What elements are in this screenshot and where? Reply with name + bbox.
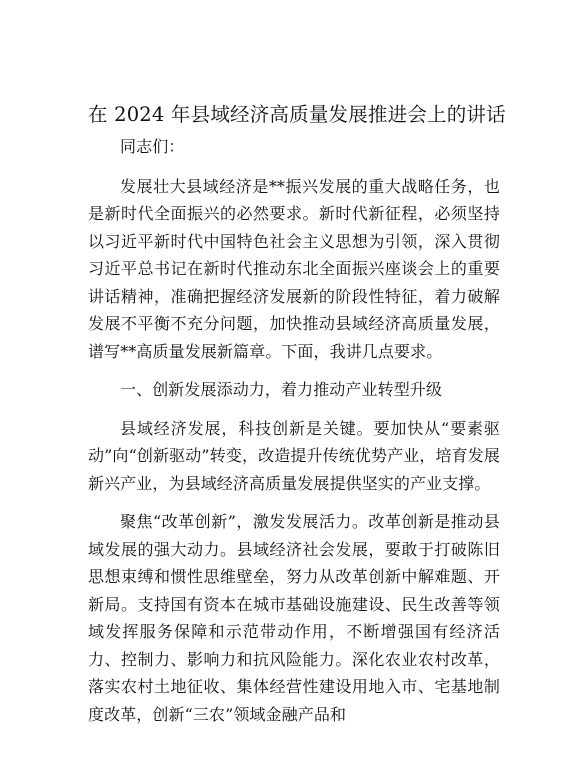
- document-body: [88, 133, 500, 728]
- paragraph-section-1: 县域经济发展，科技创新是关键。要加快从“要素驱动”向“创新驱动”转变，改造提升传统优势产业，培育发展新兴产业，为县域经济高质量发展提供坚实的产业支撑。: [88, 418, 500, 493]
- paragraph-reform-innovation: 聚焦“改革创新”，激发发展活力。改革创新是推动县域发展的强大动力。县域经济社会发展，要敢于打破陈旧思想束缚和惯性思维壁垒，努力从改革创新中解难题、开新局。支持国有资本在城市基础设施建设、民生改善等领域发挥服务保障和示范带动作用，不断增强国有经济活力、控制力、影响力和抗风险能力。深化农业农村改革，落实农村土地征收、集体经营性建设用地入市、宅基地制度改革，创新“三农”领域金融产品和: [88, 512, 500, 724]
- section-heading-1: 一、创新发展添动力，着力推动产业转型升级: [120, 380, 443, 399]
- paragraph-intro: 发展壮大县域经济是**振兴发展的重大战略任务，也是新时代全面振兴的必然要求。新时代新征程，必须坚持以习近平新时代中国特色社会主义思想为引领，深入贯彻习近平总书记在新时代推动东北全面振兴座谈会上的重要讲话精神，准确把握经济发展新的阶段性特征，着力破解发展不平衡不充分问题，加快推动县域经济高质量发展，谱写**高质量发展新篇章。下面，我讲几点要求。: [88, 176, 500, 361]
- greeting: 同志们：: [120, 137, 185, 156]
- document-title: 在 2024 年县域经济高质量发展推进会上的讲话: [88, 103, 506, 126]
